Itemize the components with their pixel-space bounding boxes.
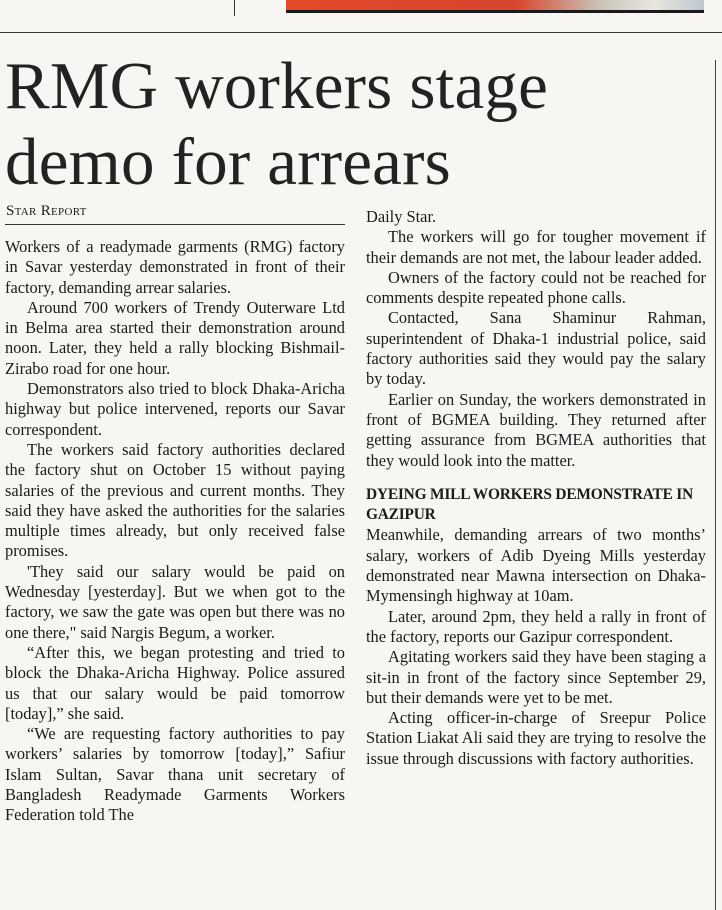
article-column-2 (366, 207, 706, 769)
paragraph: Later, around 2pm, they held a rally in front of the factory, reports our Gazipur correspondent. (366, 606, 706, 646)
column-divider (234, 0, 235, 16)
paragraph: Earlier on Sunday, the workers demonstrated in front of BGMEA building. They returned after getting assurance from BGMEA authorities that they would look into the matter. (366, 389, 706, 470)
paragraph: “We are requesting factory authorities to pay workers’ salaries by tomorrow [today],” Safiur Islam Sultan, Savar thana unit secretary of Bangladesh Readymade Garments Workers Federation told The (5, 724, 345, 825)
column-divider-right (715, 60, 716, 910)
byline-rule (5, 224, 345, 225)
headline: RMG workers stage demo for arrears (5, 49, 549, 199)
paragraph: 'They said our salary would be paid on Wednesday [yesterday]. But we when got to the factory, we saw the gate was open but there was no one there," said Nargis Begum, a worker. (5, 561, 345, 642)
paragraph: Workers of a readymade garments (RMG) factory in Savar yesterday demonstrated in front of their factory, demanding arrear salaries. (5, 237, 345, 297)
article-column-1 (5, 237, 345, 826)
byline: Star Report (6, 203, 87, 219)
paragraph: Owners of the factory could not be reached for comments despite repeated phone calls. (366, 267, 706, 308)
paragraph: Demonstrators also tried to block Dhaka-Aricha highway but police intervened, reports our Savar correspondent. (5, 379, 345, 439)
paragraph: Around 700 workers of Trendy Outerware Ltd in Belma area started their demonstration around noon. Later, they held a rally blocking Bishmail-Zirabo road for one hour. (5, 297, 345, 378)
cropped-photo (286, 0, 704, 13)
paragraph: “After this, we began protesting and tried to block the Dhaka-Aricha Highway. Police assured us that our salary would be paid tomorrow [today],” she said. (5, 642, 345, 723)
subheading: DYEING MILL WORKERS DEMONSTRATE IN GAZIPUR (366, 485, 694, 524)
paragraph: Meanwhile, demanding arrears of two months’ salary, workers of Adib Dyeing Mills yesterday demonstrated near Mawna intersection on Dhaka-Mymensingh highway at 10am. (366, 525, 706, 606)
previous-article-strip (0, 0, 722, 34)
paragraph: Acting officer-in-charge of Sreepur Police Station Liakat Ali said they are trying to resolve the issue through discussions with factory authorities. (366, 708, 706, 768)
paragraph: Daily Star. (366, 207, 437, 226)
paragraph: The workers will go for tougher movement if their demands are not met, the labour leader added. (366, 227, 706, 267)
paragraph: The workers said factory authorities declared the factory shut on October 15 without paying salaries of the previous and current months. They said they have asked the authorities for the salaries multiple times already, but only received false promises. (5, 439, 345, 561)
paragraph: Agitating workers said they have been staging a sit-in in front of the factory since September 29, but their demands were yet to be met. (366, 647, 706, 707)
section-rule (0, 32, 722, 33)
paragraph: Contacted, Sana Shaminur Rahman, superintendent of Dhaka-1 industrial police, said factory authorities said they would pay the salary by today. (366, 308, 706, 389)
